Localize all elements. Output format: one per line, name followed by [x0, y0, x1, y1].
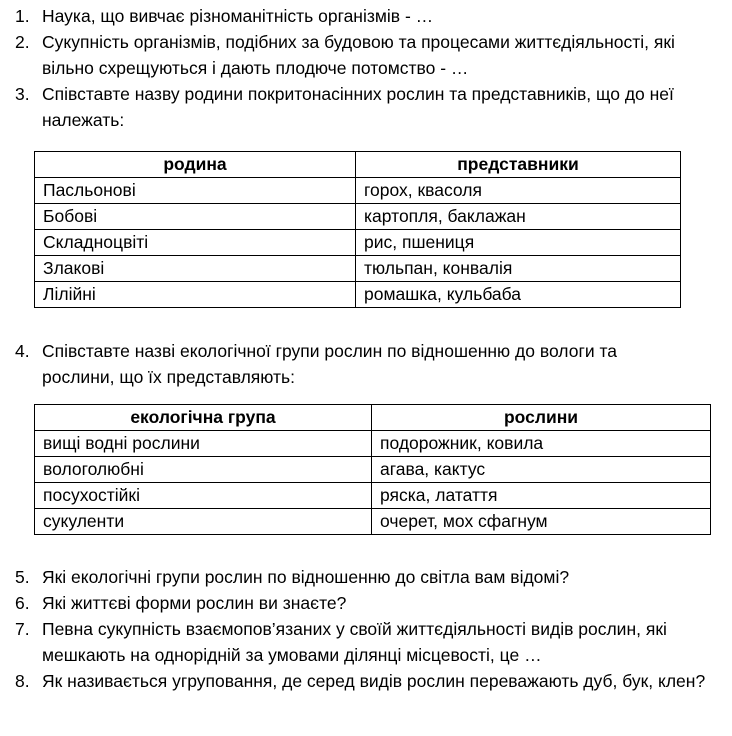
plants-cell: агава, кактус [372, 457, 711, 483]
question-list-1-3 [0, 3, 720, 133]
ecological-group-cell: посухостійкі [35, 483, 372, 509]
table-row [35, 256, 681, 282]
table-row [35, 178, 681, 204]
question-text: Які екологічні групи рослин по відношенню до світла вам відомі? [42, 567, 570, 587]
question-list-4 [0, 338, 720, 390]
plants-cell: подорожник, ковила [372, 431, 711, 457]
question-text: Які життєві форми рослин ви знаєте? [42, 593, 347, 613]
question-4 [0, 338, 720, 390]
question-1 [0, 3, 720, 29]
column-header-ecological-group: екологічна група [35, 405, 372, 431]
question-text: Співставте назву родини покритонасінних рослин та представників, що до неї належать: [42, 84, 674, 130]
question-6 [0, 590, 720, 616]
question-8 [0, 668, 720, 694]
ecological-groups-table [34, 404, 711, 535]
plants-cell: очерет, мох сфагнум [372, 509, 711, 535]
question-3 [0, 81, 720, 133]
question-number: 2. [15, 32, 30, 52]
question-number: 1. [15, 6, 30, 26]
representatives-cell: рис, пшениця [356, 230, 681, 256]
question-5 [0, 564, 720, 590]
question-number: 6. [15, 593, 30, 613]
question-text: Сукупність організмів, подібних за будовою та процесами життєдіяльності, які вільно схрещуються і дають плодюче потомство - … [42, 32, 675, 78]
family-cell: Пасльонові [35, 178, 356, 204]
family-cell: Лілійні [35, 282, 356, 308]
table-header-row [35, 152, 681, 178]
question-number: 8. [15, 671, 30, 691]
representatives-cell: горох, квасоля [356, 178, 681, 204]
table-row [35, 282, 681, 308]
ecological-group-cell: сукуленти [35, 509, 372, 535]
table-row [35, 431, 711, 457]
question-number: 4. [15, 341, 30, 361]
plants-cell: ряска, латаття [372, 483, 711, 509]
question-text: Як називається угруповання, де серед видів рослин переважають дуб, бук, клен? [42, 671, 706, 691]
family-cell: Бобові [35, 204, 356, 230]
family-cell: Злакові [35, 256, 356, 282]
table-row [35, 457, 711, 483]
families-table [34, 151, 681, 308]
representatives-cell: картопля, баклажан [356, 204, 681, 230]
question-list-5-8 [0, 564, 720, 694]
question-text: Певна сукупність взаємопов’язаних у своїй життєдіяльності видів рослин, які мешкають на однорідній за умовами ділянці місцевості, це … [42, 619, 667, 665]
representatives-cell: тюльпан, конвалія [356, 256, 681, 282]
question-number: 5. [15, 567, 30, 587]
question-number: 7. [15, 619, 30, 639]
table-header-row [35, 405, 711, 431]
table-row [35, 509, 711, 535]
question-7 [0, 616, 720, 668]
question-2 [0, 29, 720, 81]
question-number: 3. [15, 84, 30, 104]
ecological-group-cell: вологолюбні [35, 457, 372, 483]
table-row [35, 230, 681, 256]
question-text: Співставте назві екологічної групи рослин по відношенню до вологи та рослини, що їх представляють: [42, 341, 618, 387]
column-header-representatives: представники [356, 152, 681, 178]
ecological-group-cell: вищі водні рослини [35, 431, 372, 457]
table-row [35, 483, 711, 509]
representatives-cell: ромашка, кульбаба [356, 282, 681, 308]
question-text: Наука, що вивчає різноманітність організмів - … [42, 6, 434, 26]
table-row [35, 204, 681, 230]
family-cell: Складноцвіті [35, 230, 356, 256]
column-header-family: родина [35, 152, 356, 178]
column-header-plants: рослини [372, 405, 711, 431]
